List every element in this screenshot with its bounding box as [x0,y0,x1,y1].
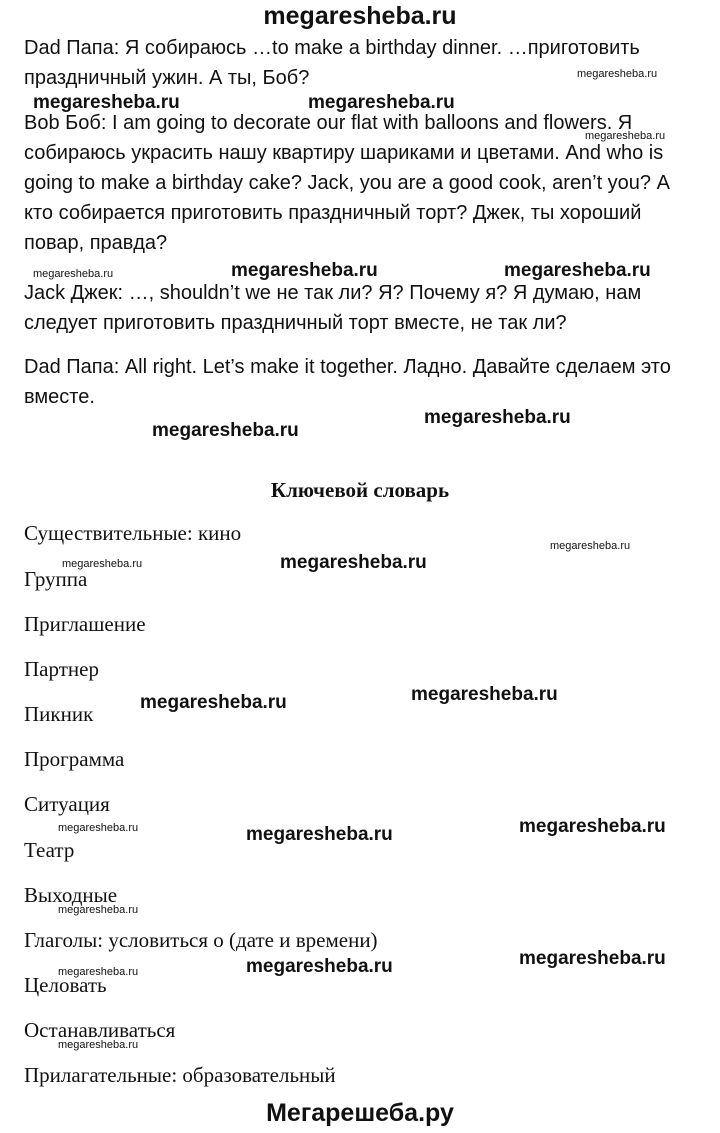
vocab-item: Ситуация [24,792,110,816]
vocabulary-heading: Ключевой словарь [270,478,450,502]
header-site-name: megaresheba.ru [263,2,457,30]
watermark: megaresheba.ru [585,130,666,142]
watermark: megaresheba.ru [231,260,378,281]
vocab-item: Прилагательные: образовательный [24,1063,336,1087]
vocab-item: Театр [24,838,75,862]
watermark: megaresheba.ru [58,966,139,978]
watermark: megaresheba.ru [58,822,139,834]
watermark: megaresheba.ru [411,684,558,705]
vocab-item: Программа [24,747,125,771]
watermark: megaresheba.ru [140,692,287,713]
vocab-item: Пикник [24,702,94,726]
vocab-item: Останавливаться [24,1018,176,1042]
dialogue-text: Я собираюсь …to make a birthday dinner. …приготовить праздничный ужин. А ты, Боб? [24,37,640,89]
vocab-item: Партнер [24,657,99,681]
watermark: megaresheba.ru [246,956,393,977]
watermark: megaresheba.ru [519,948,666,969]
dialogue-text: …, shouldn’t we не так ли? Я? Почему я? Я думаю, нам следует приготовить праздничный торт вместе, не так ли? [24,282,642,334]
watermark: megaresheba.ru [33,92,180,113]
watermark: megaresheba.ru [58,904,139,916]
watermark: megaresheba.ru [58,1039,139,1051]
vocab-item: Целовать [24,973,107,997]
footer-site-name: Мегарешеба.ру [266,1099,454,1127]
watermark: megaresheba.ru [308,92,455,113]
watermark: megaresheba.ru [280,552,427,573]
speaker-label: Dad Папа: [24,37,120,59]
vocab-item: Группа [24,567,88,591]
watermark: megaresheba.ru [424,407,571,428]
vocab-item: Глаголы: условиться о (дате и времени) [24,928,378,952]
speaker-label: Jack Джек: [24,282,124,304]
vocab-item: Приглашение [24,612,146,636]
speaker-label: Bob Боб: [24,112,107,134]
watermark: megaresheba.ru [577,68,658,80]
vocab-item: Существительные: кино [24,521,242,545]
dialogue-line-dad-2 [24,352,694,412]
dialogue-text: I am going to decorate our flat with balloons and flowers. Я собираюсь украсить нашу квартиру шариками и цветами. And who is going to make a birthday cake? Jack, you are a good cook, aren’t you? А кто собирается приготовить праздничный торт? Джек, ты хороший повар, правда? [24,112,670,254]
vocab-item: Выходные [24,883,118,907]
dialogue-line-dad-1 [24,33,694,93]
dialogue-text: All right. Let’s make it together. Ладно. Давайте сделаем это вместе. [24,356,671,408]
watermark: megaresheba.ru [246,824,393,845]
watermark: megaresheba.ru [152,420,299,441]
watermark: megaresheba.ru [519,816,666,837]
watermark: megaresheba.ru [33,268,114,280]
watermark: megaresheba.ru [550,540,631,552]
dialogue-line-jack [24,278,694,338]
watermark: megaresheba.ru [62,558,143,570]
watermark: megaresheba.ru [504,260,651,281]
speaker-label: Dad Папа: [24,356,120,378]
